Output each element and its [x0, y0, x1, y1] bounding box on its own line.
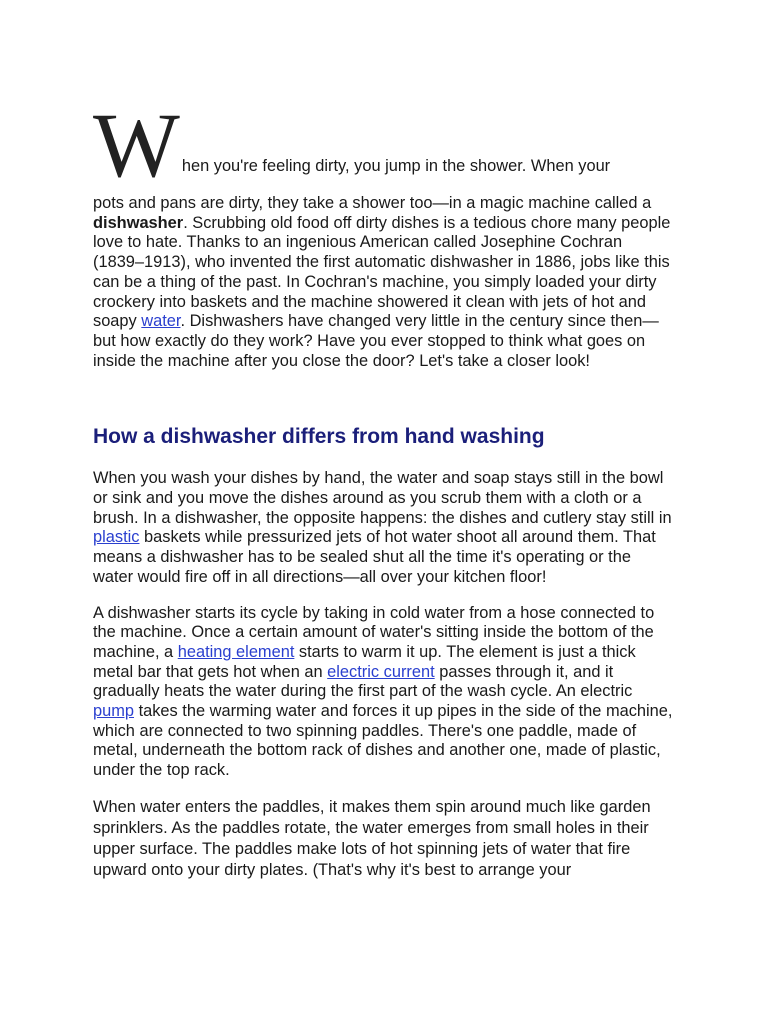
link-pump[interactable]: pump: [93, 702, 135, 721]
link-water[interactable]: water: [141, 312, 181, 331]
p2-text-3: passes through it, and it gradually heats the water during the first part of the wash cycle. An electric: [93, 662, 633, 701]
intro-text-2: . Scrubbing old food off dirty dishes is a tedious chore many people love to hate. Thanks to an ingenious American called Josephine Cochran (1839–1913), who invented the first automatic dishwasher in 1886, jobs like this can be a thing of the past. In Cochran's machine, you simply loaded your dirty crockery into baskets and the machine showered it clean with jets of hot and soapy: [93, 213, 671, 331]
section-heading: How a dishwasher differs from hand washing: [93, 425, 545, 449]
p1-text-2: baskets while pressurized jets of hot water shoot all around them. That means a dishwasher has to be sealed shut all the time it's operating or the water would fire off in all directions—all over your kitchen floor!: [93, 528, 656, 586]
intro-text-1: pots and pans are dirty, they take a shower too—in a magic machine called a: [93, 194, 652, 212]
link-electric-current[interactable]: electric current: [327, 662, 435, 681]
paragraph-3: When water enters the paddles, it makes them spin around much like garden sprinklers. As the paddles rotate, the water emerges from small holes in their upper surface. The paddles make lots of hot spinning jets of water that fire upward onto your dirty plates. (That's why it's best to arrange your: [93, 797, 651, 879]
p1-text-1: When you wash your dishes by hand, the water and soap stays still in the bowl or sink and you move the dishes around as you scrub them with a cloth or a brush. In a dishwasher, the opposite happens: the dishes and cutlery stay still in: [93, 469, 672, 527]
p2-text-2: starts to warm it up. The element is just a thick metal bar that gets hot when an: [93, 642, 636, 681]
article-body: [93, 94, 675, 881]
link-heating-element[interactable]: heating element: [177, 642, 295, 661]
p2-text-1: A dishwasher starts its cycle by taking in cold water from a hose connected to the machine. Once a certain amount of water's sitting inside the bottom of the machine, a: [93, 603, 655, 661]
intro-first-line: [93, 94, 675, 196]
intro-text-3: . Dishwashers have changed very little in the century since then—but how exactly do they work? Have you ever stopped to think what goes on inside the machine after you close the door? Let's take a closer look!: [93, 312, 659, 370]
drop-cap: W: [93, 94, 178, 196]
intro-paragraph: [93, 194, 675, 371]
link-plastic[interactable]: plastic: [93, 528, 140, 547]
intro-first-line-text: hen you're feeling dirty, you jump in the shower. When your: [181, 157, 611, 176]
paragraph-1: [93, 469, 675, 587]
intro-bold-term: dishwasher: [93, 213, 184, 232]
paragraph-2: [93, 604, 675, 781]
p2-text-4: takes the warming water and forces it up pipes in the side of the machine, which are connected to two spinning paddles. There's one paddle, made of metal, underneath the bottom rack of dishes and another one, made of plastic, under the top rack.: [93, 702, 673, 780]
